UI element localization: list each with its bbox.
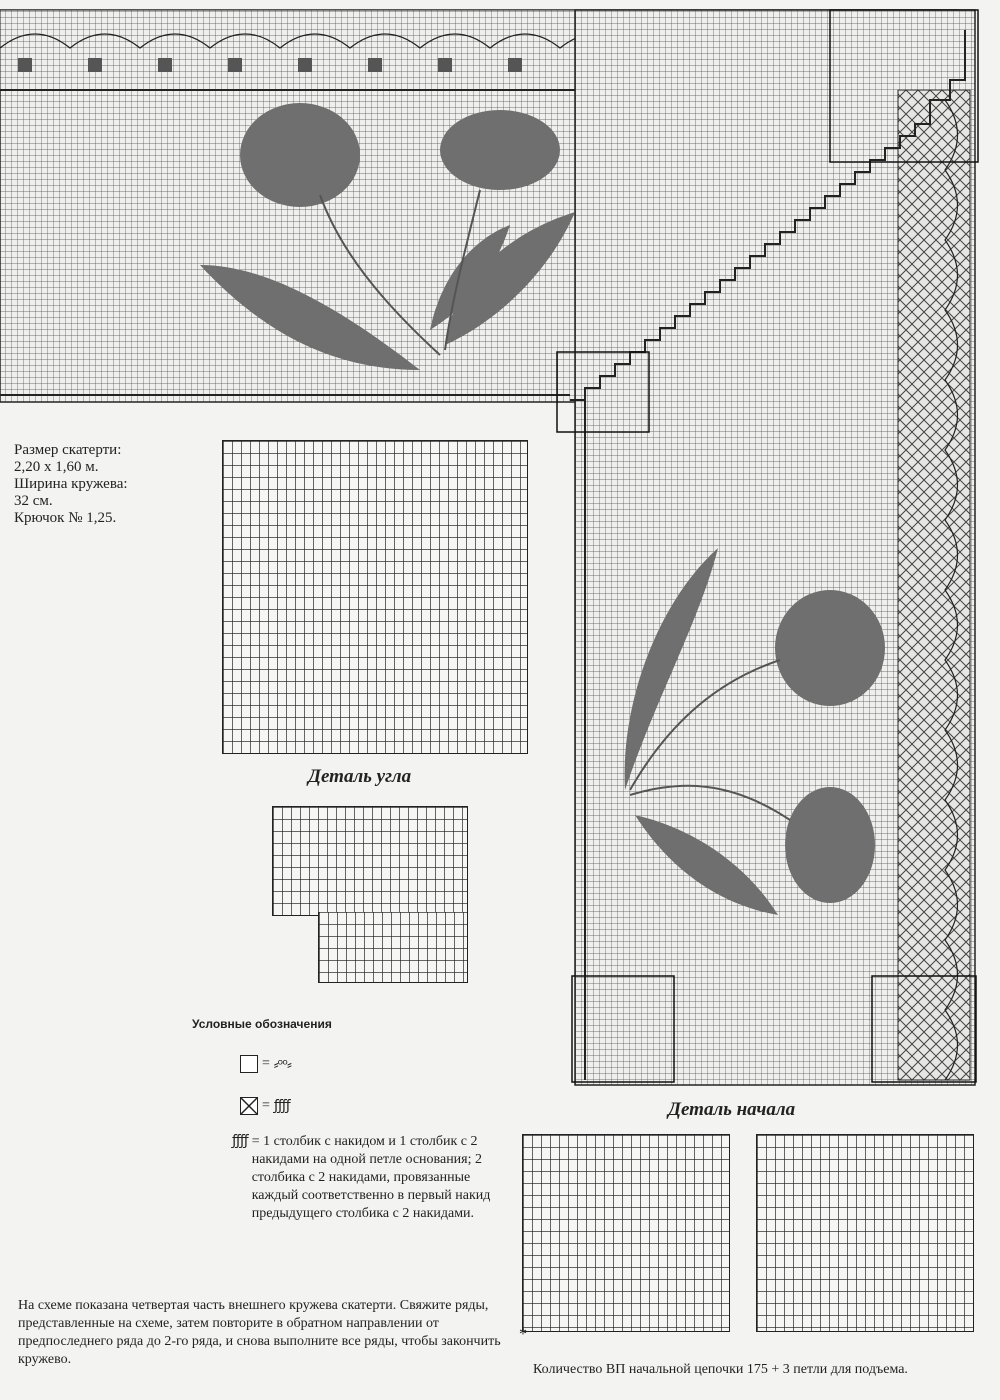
cross-cell-eq: = [262, 1098, 270, 1113]
info-line-5: Крючок № 1,25. [14, 510, 117, 526]
chain-stitch-symbol: ⸗ᵒᵒ⸗ [273, 1056, 291, 1073]
corner-detail-chart-small-lower [318, 912, 468, 983]
start-detail-chart-right [756, 1134, 974, 1332]
combo-stitch-symbol: ƒƒƒƒ [232, 1133, 248, 1149]
info-line-3: Ширина кружева: [14, 476, 128, 492]
legend-empty-cell [240, 1055, 291, 1073]
info-line-1: Размер скатерти: [14, 442, 122, 458]
asterisk-mark: * [519, 1326, 527, 1343]
empty-cell-icon [240, 1055, 258, 1073]
right-border-band [575, 10, 975, 1085]
treble-group-symbol: ƒƒƒƒ [273, 1098, 290, 1114]
legend-combo [232, 1133, 502, 1223]
legend-title: Условные обозначения [192, 1017, 332, 1031]
legend-cross-cell [240, 1097, 290, 1115]
corner-detail-chart-small [272, 806, 468, 916]
scheme-note: На схеме показана четвертая часть внешнего кружева скатерти. Свяжите ряды, представленные на схеме, затем повторите в обратном направлении от предпоследнего ряда до 2-го ряда, и снова выполните все ряды, чтобы закончить кружево. [18, 1298, 501, 1367]
cross-cell-icon [240, 1097, 258, 1115]
empty-cell-eq: = [262, 1056, 270, 1071]
corner-detail-caption: Деталь угла [308, 766, 412, 787]
info-line-2: 2,20 x 1,60 м. [14, 459, 99, 475]
tablecloth-info [14, 442, 184, 527]
start-detail-caption: Деталь начала [668, 1099, 796, 1120]
corner-detail-chart [222, 440, 528, 754]
combo-stitch-text: = 1 столбик с накидом и 1 столбик с 2 накидами на одной петле основания; 2 столбика с 2 накидами, провязанные каждый соответственно в первый накид предыдущего столбика с 2 накидами. [251, 1134, 491, 1221]
info-line-4: 32 см. [14, 493, 53, 509]
chain-count-note: Количество ВП начальной цепочки 175 + 3 петли для подъема. [533, 1362, 908, 1377]
start-detail-chart-left [522, 1134, 730, 1332]
